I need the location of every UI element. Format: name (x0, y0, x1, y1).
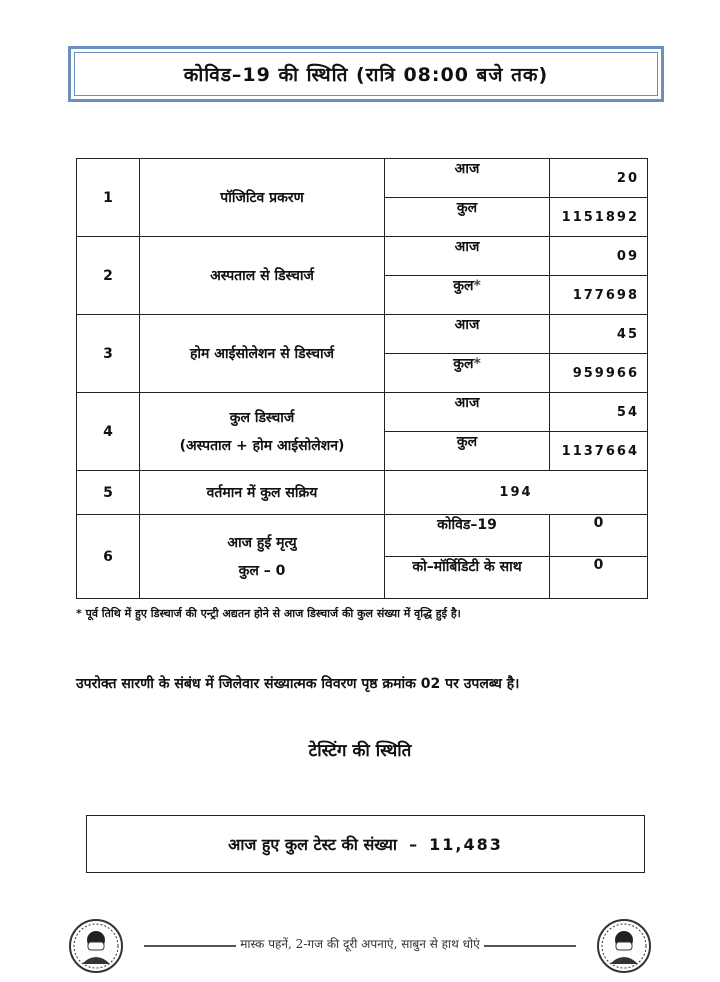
value-cell: 959966 (550, 354, 648, 393)
value-cell: 1151892 (550, 198, 648, 237)
value-cell: 20 (550, 159, 648, 198)
row-label-line2: (अस्पताल + होम आईसोलेशन) (179, 437, 345, 454)
sub-label: आज (385, 237, 550, 276)
covid-status-table (76, 158, 648, 599)
testing-heading: टेस्टिंग की स्थिति (308, 741, 412, 761)
row-number: 5 (77, 471, 140, 515)
sub-label: को–मॉर्बिडिटी के साथ (385, 557, 550, 599)
row-number: 3 (77, 315, 140, 393)
value-cell: 0 (550, 515, 648, 557)
value-cell: 54 (550, 393, 648, 432)
title-box (68, 46, 664, 102)
sub-label: कोविड–19 (385, 515, 550, 557)
test-count-value: 11,483 (429, 834, 503, 854)
sub-label: आज (385, 159, 550, 198)
row-label-line1: आज हुई मृत्यु (227, 534, 297, 551)
table-row (77, 315, 648, 354)
value-cell: 45 (550, 315, 648, 354)
row-number: 4 (77, 393, 140, 471)
sub-label-cell (385, 354, 550, 393)
page-title: कोविड–19 की स्थिति (रात्रि 08:00 बजे तक) (183, 64, 549, 86)
table-row (77, 159, 648, 198)
table-row (77, 471, 648, 515)
row-label: पॉजिटिव प्रकरण (140, 159, 385, 237)
row-label-line1: कुल डिस्चार्ज (229, 409, 295, 426)
test-count-separator: – (409, 834, 418, 854)
value-cell: 177698 (550, 276, 648, 315)
row-label-line2: कुल – 0 (238, 562, 286, 579)
value-cell: 0 (550, 557, 648, 599)
safety-banner (68, 918, 652, 974)
sub-label-cell (385, 276, 550, 315)
value-cell: 09 (550, 237, 648, 276)
test-count-box (86, 815, 645, 873)
row-label-cell (140, 515, 385, 599)
asterisk-mark: * (473, 356, 481, 372)
value-cell: 1137664 (550, 432, 648, 471)
test-count-label: आज हुए कुल टेस्ट की संख्या (228, 835, 398, 854)
masked-person-icon (596, 918, 652, 974)
footnote: * पूर्व तिथि में हुए डिस्चार्ज की एन्ट्री अद्यतन होने से आज डिस्चार्ज की कुल संख्या में वृद्धि हुई है। (76, 607, 461, 620)
row-label: होम आईसोलेशन से डिस्चार्ज (140, 315, 385, 393)
table-row (77, 393, 648, 432)
sub-label: आज (385, 315, 550, 354)
sub-label: कुल (453, 278, 474, 294)
table-row (77, 515, 648, 557)
asterisk-mark: * (473, 278, 481, 294)
row-number: 6 (77, 515, 140, 599)
sub-label: कुल (385, 198, 550, 237)
row-label: अस्पताल से डिस्चार्ज (140, 237, 385, 315)
row-number: 1 (77, 159, 140, 237)
sub-label: कुल (453, 356, 474, 372)
row-label-cell (140, 393, 385, 471)
sub-label: कुल (385, 432, 550, 471)
banner-message: मास्क पहनें, 2-गज की दूरी अपनाएं, साबुन से हाथ धोएं (236, 937, 484, 951)
value-cell: 194 (385, 471, 648, 515)
sub-label: आज (385, 393, 550, 432)
row-label: वर्तमान में कुल सक्रिय (140, 471, 385, 515)
table-row (77, 237, 648, 276)
district-details-note: उपरोक्त सारणी के संबंध में जिलेवार संख्यात्मक विवरण पृष्ठ क्रमांक 02 पर उपलब्ध है। (76, 676, 520, 692)
banner-message-row (68, 935, 652, 952)
row-number: 2 (77, 237, 140, 315)
